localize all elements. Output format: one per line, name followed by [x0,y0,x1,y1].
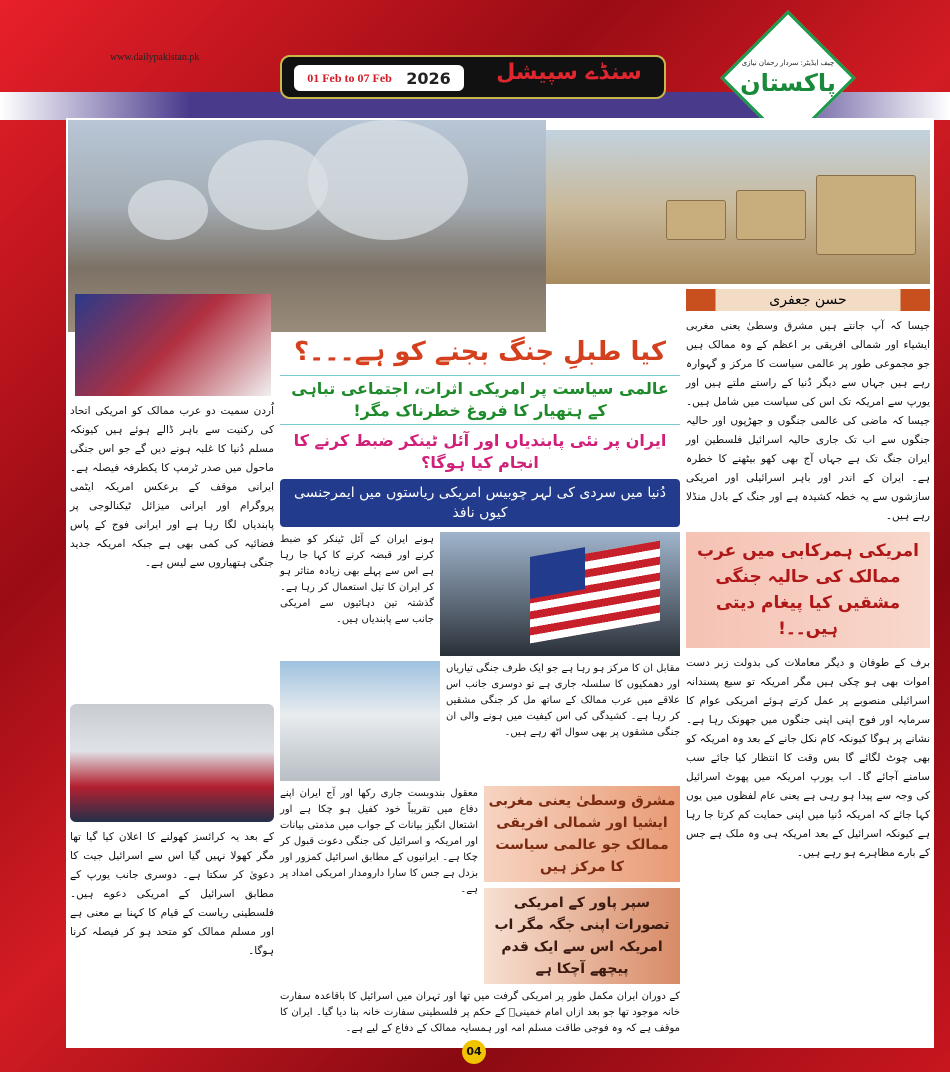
right-column-top: جیسا کہ آپ جانتے ہیں مشرق وسطیٰ یعنی مغربی ایشیاء اور شمالی افریقی بر اعظم کے وہ ممالک ہیں جو مجموعی طور پر عالمی سیاست کا مرکز و گہوارہ رہے ہیں جہاں سے دیگر دُنیا کے راستے ملتے ہیں اور یورپ سے امریکہ تک اس کی سیاست میں شامل ہیں۔ جیسا کہ ماضی کی عالمی جنگوں و جھڑپوں اور حالیہ جنگوں سے اب تک جاری حالیہ اسرائیل فلسطین اور ایران جنگ تک ہے جہاں آج بھی کھو بیٹھنے کا خطرہ ہے۔ ایران کے اندر اور باہر اسرائیلی اور امریکی سازشوں سے یہ خطہ کشیدہ ہے اور جنگ کے بادل منڈلا رہے ہیں۔ [686,320,930,522]
callout-stack [484,786,680,984]
pink-callout-box: امریکی ہمرکابی میں عرب ممالک کی حالیہ جنگی مشقیں کیا پیغام دیتی ہیں۔۔! [686,532,930,648]
page-number: 04 [462,1040,486,1064]
blue-headline-bar: دُنیا میں سردی کی لہر چوبیس امریکی ریاستوں میں ایمرجنسی کیوں نافذ [280,479,680,527]
middle-text-b: مقابل ان کا مرکز ہو رہا ہے جو ایک طرف جنگی تیاریاں اور دھمکیوں کا سلسلہ جاری ہے تو دوسری جانب اس علاقے میں عرب ممالک کے ساتھ مل کر جنگی مشقیں کر رہا ہے۔ کشیدگی کی اس کیفیت میں ہونے والی ان جنگی مشقوں پر بھی سوال اٹھ رہے ہیں۔ [446,663,680,738]
date-range: 01 Feb to 07 Feb [307,70,392,85]
snowy-city-photo [280,661,440,781]
left-column-top: اُردن سمیت دو عرب ممالک کو امریکی اتحاد کی رکنیت سے باہر ڈالے ہوئے ہیں کیونکہ مسلم دُنیا کا غلبہ ہونے دیں گے جو اس جنگی ماحول میں صدر ٹرمپ کا یکطرفہ فیصلہ ہے۔ ایرانی موقف کے برعکس امریکہ ایٹمی پروگرام اور ایرانی میزائل ٹیکنالوجی پر پابندیاں لگا رہا ہے اور ایرانی فوج کے پاس فضائیہ کی کمی بھی ہے جبکہ امریکہ جدید جنگی ہتھیاروں سے لیس ہے۔ [70,405,274,569]
website-url: www.dailypakistan.pk [110,52,200,63]
orange-callout-box: مشرق وسطیٰ یعنی مغربی ایشیا اور شمالی افریقی ممالک جو عالمی سیاست کا مرکز ہیں [484,786,680,882]
logo-editor: چیف ایڈیٹر: سردار رحمان نیازی [741,59,835,67]
author-byline: حسن جعفری [686,289,930,311]
right-column-bottom: برف کے طوفان و دیگر معاملات کی بدولت زبر دست اموات بھی ہو چکی ہیں مگر امریکہ تو سیع پسندانہ اسرائیلی منصوبے پر عمل کرتے ہوئے امریکی عوام کا سرمایہ اور فوج اپنی اپنی جنگوں میں جھونک رہا ہے۔ نشانے پر ہوگا کیونکہ کام نکل جانے کے بعد وہ امریکہ کو بھی چوٹ لگائے گا بس وقت کا انتظار کیا جائے سب سامنے آجائے گا۔ اب یورپ امریکہ میں پھوٹ اسرائیل کی وجہ سے پیدا ہو رہی ہے یعنی عام لفظوں میں یوں کہا جائے کہ امریکہ دُنیا میں اپنی حمایت کم کرتا جا رہا ہے کیونکہ اسرائیل کے بعد امریکہ ہی وہ ملک ہے جس کے بارے مظاہرے ہو رہے ہیں۔ [686,657,930,859]
section-title: سنڈے سپیشل [496,60,642,85]
logo-name: پاکستان [740,69,836,97]
middle-column [280,334,680,1037]
middle-row-1 [280,532,680,656]
military-vehicles-photo [546,130,930,284]
date-box [294,65,464,91]
header-banner [280,55,666,99]
left-column-bottom: کے بعد یہ کرائسز کھولنے کا اعلان کیا گیا تھا مگر کھولا نہیں گیا اس سے اسرائیل جیت کا دعویٰ کر سکتا ہے۔ دوسری جانب یورپ کے مطابق اسرائیل کے امریکی دعوے ہیں۔ فلسطینی ریاست کے قیام کا کہنا بے معنی ہے اور مسلم ممالک کو متحد ہو کر فیصلہ کرنا ہوگا۔ [70,831,274,957]
middle-text-a: ہونے ایران کے آئل ٹینکر کو ضبط کرنے اور قبضہ کرنے کا کہا جا رہا ہے اس سے پہلے بھی زیادہ متاثر ہو کر ایران کا تیل استعمال کر رہا ہے۔ گذشتہ تین دہائیوں سے امریکی جانب سے پابندیاں ہیں۔ [280,534,434,625]
middle-text-c: معقول بندوبست جاری رکھا اور آج ایران اپنے دفاع میں تقریباً خود کفیل ہو چکا ہے اور اشتعال انگیز بیانات کے جواب میں مذمتی بیانات اور امریکہ و اسرائیل کی جنگی دعوت قبول کر چکا ہے۔ ایرانیوں کے مطابق اسرائیل کمزور اور بزدل ہے جس کا سارا دارومدار امریکی امداد پر ہے۔ [280,788,478,895]
middle-text-d: کے دوران ایران مکمل طور پر امریکی گرفت میں تھا اور تہران میں اسرائیل کا باقاعدہ سفارت خانہ موجود تھا جو بعد ازاں امام خمینیؒ کے حکم پر فلسطینی سفارت خانہ بنا دیا گیا۔ ایران کا موقف ہے کہ وہ فوجی طاقت مسلم امہ اور ہمسایہ ممالک کے دفاع کے لیے ہے۔ [280,991,680,1034]
superpower-callout-box: سپر پاور کے امریکی تصورات اپنی جگہ مگر اب امریکہ اس سے ایک قدم پیچھے آچکا ہے [484,888,680,984]
main-headline: کیا طبلِ جنگ بجنے کو ہے۔۔۔؟ [293,337,667,367]
subheadline-1: عالمی سیاست پر امریکی اثرات، اجتماعی تباہی کے ہتھیار کا فروغ خطرناک مگر! [280,375,680,425]
oil-tanker-photo [70,704,274,822]
flag-ship-photo [440,532,680,656]
right-column [686,289,930,863]
year: 2026 [406,68,451,88]
middle-row-3 [280,786,680,984]
leaders-photo [75,294,271,396]
middle-row-2 [280,661,680,781]
subheadline-2: ایران پر نئی پابندیاں اور آئل ٹینکر ضبط کرنے کا انجام کیا ہوگا؟ [293,431,667,472]
